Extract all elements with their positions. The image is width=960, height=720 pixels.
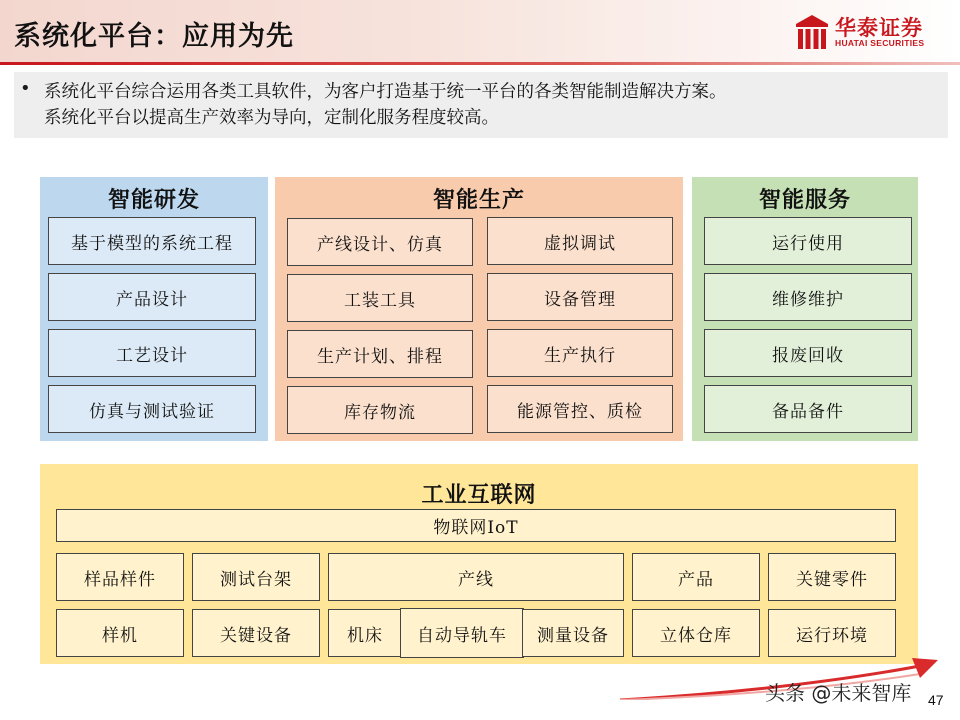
industrial-item: 样品样件 bbox=[56, 553, 184, 601]
logo-name-cn: 华泰证券 bbox=[835, 16, 923, 40]
industrial-item: 产品 bbox=[632, 553, 760, 601]
company-logo bbox=[795, 12, 940, 54]
panel-smart-rd bbox=[40, 177, 268, 441]
panel-smart-service bbox=[692, 177, 918, 441]
logo-name-en: HUATAI SECURITIES bbox=[835, 38, 925, 48]
production-item: 库存物流 bbox=[287, 386, 473, 434]
rd-item: 基于模型的系统工程 bbox=[48, 217, 256, 265]
intro-line-1: 系统化平台综合运用各类工具软件，为客户打造基于统一平台的各类智能制造解决方案。 bbox=[44, 82, 727, 102]
industrial-item: 立体仓库 bbox=[632, 609, 760, 657]
production-item: 工装工具 bbox=[287, 274, 473, 322]
bullet-icon: • bbox=[20, 78, 31, 99]
intro-line-2: 系统化平台以提高生产效率为导向，定制化服务程度较高。 bbox=[44, 108, 499, 128]
production-item: 产线设计、仿真 bbox=[287, 218, 473, 266]
panel-smart-production bbox=[275, 177, 683, 441]
industrial-item: 运行环境 bbox=[768, 609, 896, 657]
industrial-item: 关键设备 bbox=[192, 609, 320, 657]
panel-title-service: 智能服务 bbox=[758, 187, 851, 213]
production-item: 设备管理 bbox=[487, 273, 673, 321]
industrial-item: 自动导轨车 bbox=[400, 608, 524, 658]
huatai-logo-icon bbox=[795, 14, 829, 50]
production-item: 能源管控、质检 bbox=[487, 385, 673, 433]
header-divider bbox=[0, 62, 960, 65]
service-item: 维修维护 bbox=[704, 273, 912, 321]
page-number: 47 bbox=[928, 692, 944, 708]
service-item: 运行使用 bbox=[704, 217, 912, 265]
production-item: 生产执行 bbox=[487, 329, 673, 377]
panel-title-rd: 智能研发 bbox=[107, 187, 200, 213]
industrial-item: 关键零件 bbox=[768, 553, 896, 601]
iot-bar: 物联网IoT bbox=[56, 509, 896, 542]
rd-item: 工艺设计 bbox=[48, 329, 256, 377]
service-item: 报废回收 bbox=[704, 329, 912, 377]
rd-item: 仿真与测试验证 bbox=[48, 385, 256, 433]
panel-industrial-internet bbox=[40, 464, 918, 664]
watermark: 头条 @未来智库 bbox=[765, 681, 912, 705]
intro-text bbox=[44, 79, 944, 131]
industrial-item: 产线 bbox=[328, 553, 624, 601]
rd-item: 产品设计 bbox=[48, 273, 256, 321]
production-item: 生产计划、排程 bbox=[287, 330, 473, 378]
page-title: 系统化平台：应用为先 bbox=[14, 21, 294, 52]
industrial-item: 机床 bbox=[328, 609, 402, 657]
service-item: 备品备件 bbox=[704, 385, 912, 433]
intro-box bbox=[14, 72, 948, 138]
panel-title-production: 智能生产 bbox=[432, 187, 525, 213]
industrial-item: 测试台架 bbox=[192, 553, 320, 601]
panel-title-industrial-internet: 工业互联网 bbox=[421, 482, 537, 508]
industrial-item: 样机 bbox=[56, 609, 184, 657]
production-item: 虚拟调试 bbox=[487, 217, 673, 265]
industrial-item: 测量设备 bbox=[522, 609, 624, 657]
